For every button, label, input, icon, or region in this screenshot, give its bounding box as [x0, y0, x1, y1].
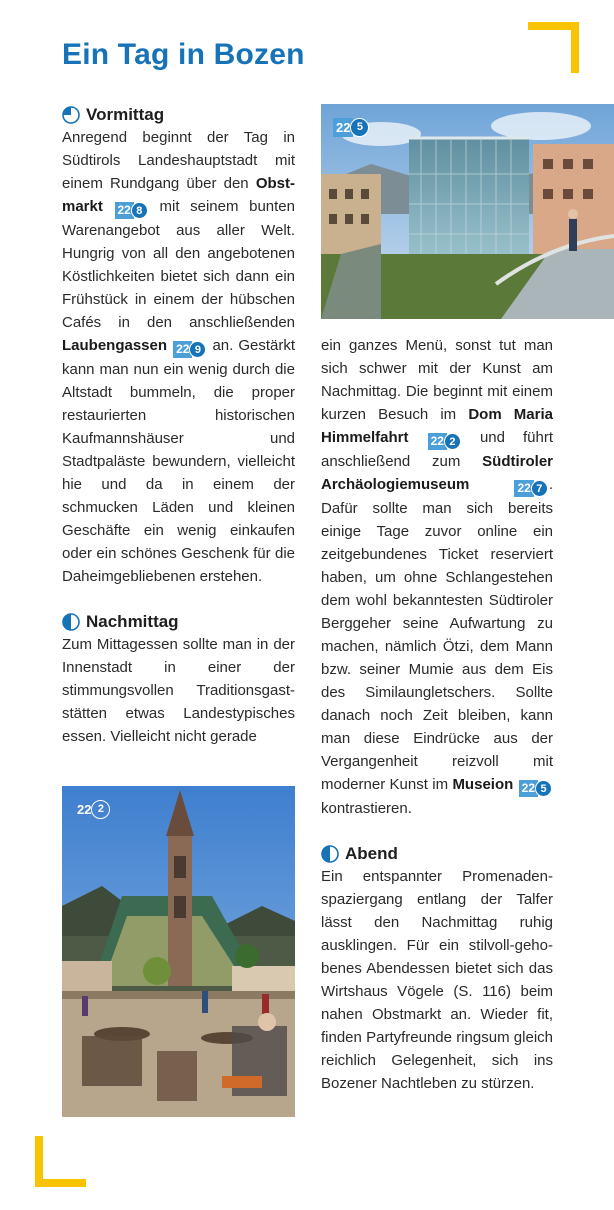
laubengassen-name: Laubengassen [62, 337, 168, 354]
corner-top-right-vertical [571, 22, 579, 73]
nachmittag-text-part1: Zum Mittagessen sollte man in der Innenstadt in einer der stimmungsvollen Traditionsgaststätten etwas Landestypisches essen. Vielleicht nicht gerade [62, 636, 295, 745]
obstmarkt-name: Obstmarkt [62, 175, 295, 215]
map-reference-obstmarkt[interactable]: 22 8 [115, 202, 148, 219]
right-column [321, 334, 553, 1095]
map-reference-laubengassen[interactable]: 22 9 [173, 341, 206, 358]
nachmittag-text-part2: ein ganzes Menü, sonst tut man sich schwer mit der Kunst am Nachmittag. Die beginnt mit einem kurzen Besuch im Dom Maria Himmelfahrt 22 2 und führt anschließend zum Südtiroler Archäologiemuseum 22 7 . Dafür sollte man sich bereits einige Tage zuvor online ein zeitgebundenes Ticket reserviert haben, um ohne Schlangestehen dem wohl bekanntesten Südtiroler Berggeher seine Aufwartung zu machen, nämlich Ötzi, dem Mann bzw. seiner Mumie aus dem Eis des Similaungletschers. Sollte danach noch Zeit bleiben, kann man diese Eindrücke aus der Vergangenheit reizvoll mit moderner Kunst im Museion 22 5 kontrastieren. [321, 337, 553, 817]
left-column [62, 104, 295, 748]
half-sun-icon [62, 613, 80, 631]
dom-name: Dom Maria Himmelfahrt [321, 406, 553, 446]
section-heading-nachmittag [62, 611, 295, 633]
museion-name: Museion [452, 776, 514, 793]
abend-text: Ein entspannter Promenadenspaziergang entlang der Talfer lässt den Nachmittag ruhig ausklingen. Für ein stilvoll-gehobenes Abendessen bietet sich das Wirtshaus Vögele (S. 116) beim nahen Obstmarkt an. Wieder fit, finden Partyfreunde ringsum gleich reichlich Gelegenheit, sich ins Bozener Nachtleben zu stürzen. [321, 868, 553, 1092]
map-reference-dom[interactable]: 22 2 [428, 433, 461, 450]
section-heading-abend [321, 843, 553, 865]
corner-bottom-left-horizontal [35, 1179, 86, 1187]
nachmittag-heading: Nachmittag [86, 612, 179, 631]
map-reference-museion[interactable]: 22 5 [519, 780, 552, 797]
abend-heading: Abend [345, 844, 398, 863]
quarter-sun-icon [62, 106, 80, 124]
photo-museion [321, 104, 614, 319]
page-title: Ein Tag in Bozen [62, 38, 305, 71]
vormittag-text: Anregend beginnt der Tag in Südtirols Landeshauptstadt mit einem Rundgang über den Obstmarkt 22 8 mit seinem bunten Warenangebot aus aller Welt. Hungrig von all den angebotenen Köstlichkeiten bietet sich dann ein Frühstück in einem der hübschen Cafés in den anschließenden Laubengassen 22 9 an. Gestärkt kann man nun ein wenig durch die Altstadt bummeln, die proper restaurierten historischen Kaufmannshäuser und Stadtpaläste bewundern, vielleicht hie und da in einem der schmucken Läden und kleinen Geschäfte ein wenig einkaufen oder ein schönes Geschenk für die Daheimgebliebenen erstehen. [62, 129, 295, 585]
vormittag-heading: Vormittag [86, 105, 165, 124]
section-heading-vormittag [62, 104, 295, 126]
quarter-moon-icon [321, 845, 339, 863]
photo-dom-maria-himmelfahrt [62, 786, 295, 1117]
photo-reference-museion: 22 5 [333, 118, 369, 137]
photo-reference-dom: 22 2 [74, 800, 110, 819]
archaeologiemuseum-name: Südtiroler Archäologiemuseum [321, 453, 553, 493]
map-reference-archaeologiemuseum[interactable]: 22 7 [514, 480, 547, 497]
